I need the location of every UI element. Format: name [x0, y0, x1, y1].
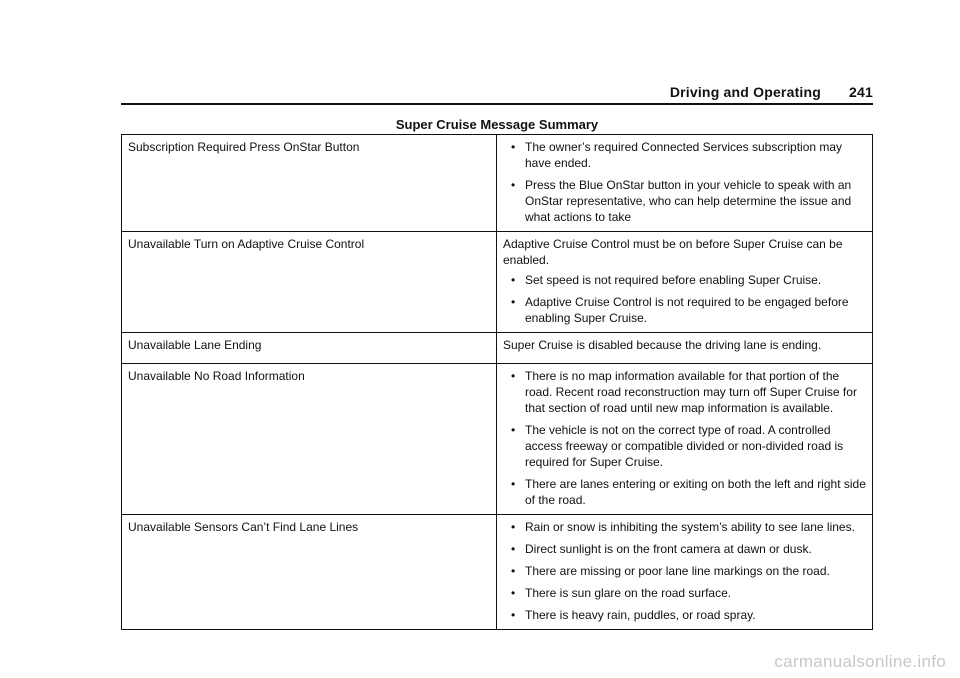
list-item	[503, 476, 866, 508]
table-body	[122, 135, 873, 630]
bullet-icon: •	[511, 586, 516, 600]
table-row	[122, 364, 873, 515]
list-item	[503, 607, 866, 623]
list-item-text: Direct sunlight is on the front camera at dawn or dusk.	[525, 542, 812, 556]
bullet-icon: •	[511, 423, 516, 437]
list-item	[503, 541, 866, 557]
watermark: carmanualsonline.info	[774, 652, 946, 671]
bullet-list	[503, 272, 866, 326]
list-item-text: Adaptive Cruise Control is not required to be engaged before enabling Super Cruise.	[525, 295, 849, 325]
description-text: Super Cruise is disabled because the driving lane is ending.	[503, 338, 822, 352]
list-item-text: There are missing or poor lane line markings on the road.	[525, 564, 830, 578]
description-cell	[497, 135, 873, 232]
bullet-icon: •	[511, 273, 516, 287]
list-item-text: There are lanes entering or exiting on both the left and right side of the road.	[525, 477, 866, 507]
table-row	[122, 135, 873, 232]
list-item	[503, 177, 866, 225]
bullet-icon: •	[511, 178, 516, 192]
bullet-list	[503, 519, 866, 623]
section-title: Driving and Operating	[669, 84, 822, 100]
bullet-icon: •	[511, 295, 516, 309]
header-text	[670, 84, 873, 100]
list-item	[503, 422, 866, 470]
description-cell	[497, 333, 873, 364]
bullet-icon: •	[511, 542, 516, 556]
list-item-text: Rain or snow is inhibiting the system’s ability to see lane lines.	[525, 520, 855, 534]
table-row	[122, 232, 873, 333]
table-title: Super Cruise Message Summary	[395, 117, 599, 132]
message-cell: Unavailable No Road Information	[122, 364, 497, 515]
page-number: 241	[849, 84, 873, 100]
description-cell	[497, 232, 873, 333]
list-item-text: There is sun glare on the road surface.	[525, 586, 732, 600]
message-cell: Unavailable Turn on Adaptive Cruise Control	[122, 232, 497, 333]
list-item	[503, 519, 866, 535]
list-item	[503, 368, 866, 416]
bullet-icon: •	[511, 608, 516, 622]
list-item-text: There is heavy rain, puddles, or road spray.	[525, 608, 756, 622]
table-row	[122, 515, 873, 630]
list-item-text: Press the Blue OnStar button in your vehicle to speak with an OnStar representative, who can help determine the issue and what actions to take	[525, 178, 852, 224]
list-item	[503, 294, 866, 326]
message-summary-table	[121, 134, 873, 630]
list-item	[503, 563, 866, 579]
bullet-icon: •	[511, 477, 516, 491]
list-item-text: There is no map information available for that portion of the road. Recent road reconstruction may turn off Super Cruise for that section of road until new map information is available.	[525, 369, 857, 415]
list-item	[503, 272, 866, 288]
list-item-text: The owner’s required Connected Services subscription may have ended.	[525, 140, 843, 170]
description-text: Adaptive Cruise Control must be on before Super Cruise can be enabled.	[503, 237, 843, 267]
description-cell	[497, 515, 873, 630]
bullet-list	[503, 139, 866, 225]
header-rule	[121, 103, 873, 105]
message-cell: Unavailable Sensors Can’t Find Lane Lines	[122, 515, 497, 630]
list-item-text: Set speed is not required before enabling Super Cruise.	[525, 273, 822, 287]
message-cell: Unavailable Lane Ending	[122, 333, 497, 364]
message-cell: Subscription Required Press OnStar Button	[122, 135, 497, 232]
list-item	[503, 139, 866, 171]
list-item	[503, 585, 866, 601]
page-header	[121, 84, 873, 102]
description-cell	[497, 364, 873, 515]
bullet-list	[503, 368, 866, 508]
table-row	[122, 333, 873, 364]
bullet-icon: •	[511, 140, 516, 154]
bullet-icon: •	[511, 520, 516, 534]
bullet-icon: •	[511, 369, 516, 383]
bullet-icon: •	[511, 564, 516, 578]
list-item-text: The vehicle is not on the correct type of road. A controlled access freeway or compatible divided or non-divided road is required for Super Cruise.	[525, 423, 844, 469]
